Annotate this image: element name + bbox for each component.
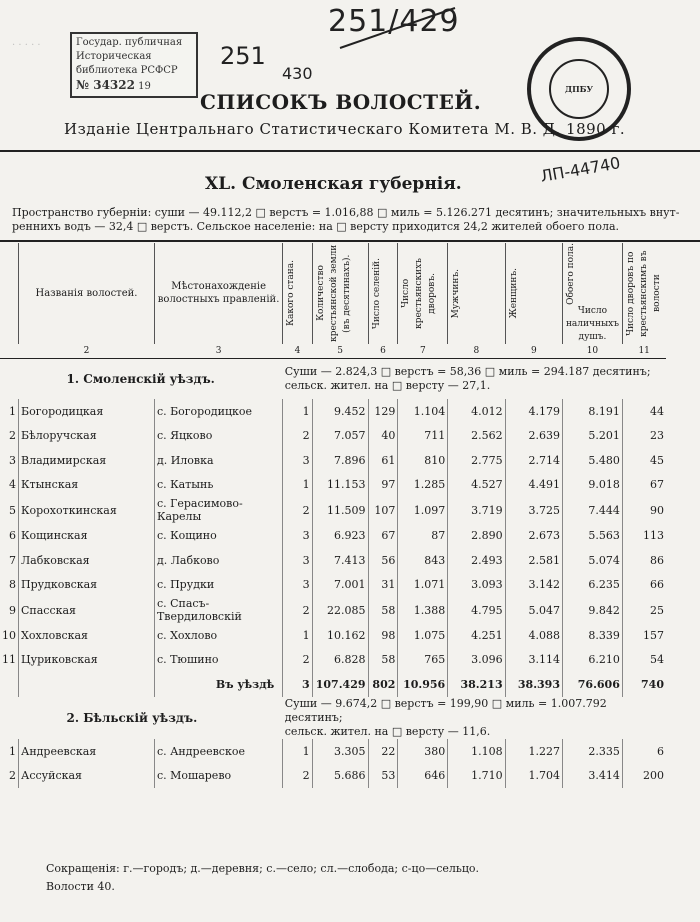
land-value: 11.509 (312, 497, 368, 523)
women-value: 1.227 (505, 739, 562, 764)
volost-name: Хохловская (19, 623, 155, 648)
women-value: 4.088 (505, 623, 562, 648)
per-household-value: 200 (622, 763, 666, 788)
land-value: 22.085 (312, 597, 368, 623)
villages-value: 58 (368, 648, 398, 673)
villages-value: 61 (368, 448, 398, 473)
men-value: 4.012 (448, 399, 505, 424)
men-value: 1.108 (448, 739, 505, 764)
volost-table (0, 243, 666, 788)
row-number: 10 (2, 628, 16, 642)
volost-location: с. Яцково (154, 424, 282, 449)
col-number: 8 (448, 344, 505, 359)
both-value: 5.480 (563, 448, 623, 473)
divider (0, 150, 700, 152)
volost-location: с. Катынь (154, 473, 282, 498)
villages-value: 31 (368, 572, 398, 597)
volost-name: Кощинская (19, 523, 155, 548)
households-value: 1.285 (398, 473, 448, 498)
stamp-line-3: библиотека РСФСР (76, 65, 178, 76)
table-row (0, 424, 666, 449)
volost-name: Корохоткинская (19, 497, 155, 523)
stan-value: 1 (283, 473, 312, 498)
table-row (0, 648, 666, 673)
table-row (0, 523, 666, 548)
both-value: 3.414 (563, 763, 623, 788)
villages-value: 22 (368, 739, 398, 764)
volost-location: с. Андреевское (154, 739, 282, 764)
volost-location: с. Прудки (154, 572, 282, 597)
households-value: 646 (398, 763, 448, 788)
seal-center-text: ДПБУ (565, 84, 593, 94)
volost-location: с. Спасъ-Твердиловскій (154, 597, 282, 623)
per-household-value: 66 (622, 572, 666, 597)
col-men: Мужчинъ. (451, 268, 462, 319)
men-value: 3.096 (448, 648, 505, 673)
villages-value: 40 (368, 424, 398, 449)
women-value: 1.704 (505, 763, 562, 788)
stan-value: 2 (283, 597, 312, 623)
row-number: 8 (9, 578, 16, 592)
col-number: 9 (505, 344, 562, 359)
col-number: 4 (283, 344, 312, 359)
bleed-through-text: · · · · · (12, 40, 41, 51)
land-value: 6.923 (312, 523, 368, 548)
villages-value: 53 (368, 763, 398, 788)
households-value: 1.388 (398, 597, 448, 623)
table-row (0, 473, 666, 498)
row-number: 3 (9, 453, 16, 467)
row-number: 2 (9, 769, 16, 783)
uezd-title: 1. Смоленскій уѣздъ. (66, 371, 215, 386)
women-value: 5.047 (505, 597, 562, 623)
stan-value: 1 (283, 623, 312, 648)
divider (0, 240, 700, 242)
col-per-household: Число дворовъ по крестьянскимъ въ волости (625, 250, 662, 337)
land-value: 7.057 (312, 424, 368, 449)
col-villages: Число селеній. (371, 257, 382, 330)
per-household-value: 90 (622, 497, 666, 523)
volost-name: Ктынская (19, 473, 155, 498)
per-household-value: 45 (622, 448, 666, 473)
col-women: Женщинъ. (508, 268, 519, 319)
stan-value: 3 (283, 548, 312, 573)
women-value: 4.179 (505, 399, 562, 424)
men-value: 1.710 (448, 763, 505, 788)
men-value: 2.775 (448, 448, 505, 473)
col-both: Обоего пола. (566, 243, 576, 305)
women-value: 2.673 (505, 523, 562, 548)
land-value: 6.828 (312, 648, 368, 673)
men-value: 3.093 (448, 572, 505, 597)
volost-name: Андреевская (19, 739, 155, 764)
both-value: 9.018 (563, 473, 623, 498)
volosti-count: Волости 40. (46, 880, 115, 893)
women-value: 2.581 (505, 548, 562, 573)
col-name: Названія волостей. (19, 243, 155, 344)
both-value: 6.210 (563, 648, 623, 673)
men-value: 2.562 (448, 424, 505, 449)
handwritten-number-under: 430 (282, 64, 313, 83)
villages-value: 98 (368, 623, 398, 648)
households-value: 1.075 (398, 623, 448, 648)
per-household-value: 25 (622, 597, 666, 623)
total-row (0, 672, 666, 697)
table-row (0, 763, 666, 788)
col-location: Мѣстонахожденіе волостныхъ правленій. (154, 243, 282, 344)
both-value: 7.444 (563, 497, 623, 523)
men-value: 4.527 (448, 473, 505, 498)
abbreviations-note: Сокращенія: г.—городъ; д.—деревня; с.—село; сл.—слобода; с-цо—сельцо. (46, 862, 480, 875)
seal-center (549, 59, 609, 119)
col-number: 2 (19, 344, 155, 359)
table-row (0, 548, 666, 573)
total-per-household: 740 (622, 672, 666, 697)
col-number: 11 (622, 344, 666, 359)
volost-location: с. Тюшино (154, 648, 282, 673)
stamp-line-1: Государ. публичная (76, 37, 183, 48)
per-household-value: 23 (622, 424, 666, 449)
row-number: 4 (9, 478, 16, 492)
women-value: 3.725 (505, 497, 562, 523)
villages-value: 56 (368, 548, 398, 573)
uezd-title: 2. Бѣльскій уѣздъ. (66, 710, 198, 725)
volost-location: с. Богородицкое (154, 399, 282, 424)
stan-value: 2 (283, 497, 312, 523)
households-value: 843 (398, 548, 448, 573)
table-row (0, 739, 666, 764)
both-value: 8.339 (563, 623, 623, 648)
villages-value: 107 (368, 497, 398, 523)
row-number: 11 (2, 653, 16, 667)
col-number: 10 (563, 344, 623, 359)
land-value: 3.305 (312, 739, 368, 764)
per-household-value: 157 (622, 623, 666, 648)
villages-value: 67 (368, 523, 398, 548)
uezd-header-row (0, 697, 666, 739)
per-household-value: 86 (622, 548, 666, 573)
households-value: 810 (398, 448, 448, 473)
uezd-2-rows (0, 739, 666, 788)
col-souls-group: Число наличныхъ душъ. (565, 305, 619, 342)
total-label: Въ уѣздѣ (154, 672, 282, 697)
total-women: 38.393 (505, 672, 562, 697)
total-households: 10.956 (398, 672, 448, 697)
col-number: 3 (154, 344, 282, 359)
col-households: Число крестьянскихъ дворовъ. (401, 258, 438, 329)
row-number: 6 (9, 529, 16, 543)
table-row (0, 572, 666, 597)
per-household-value: 6 (622, 739, 666, 764)
volost-location: д. Лабково (154, 548, 282, 573)
land-value: 5.686 (312, 763, 368, 788)
row-number: 5 (9, 503, 16, 517)
row-number: 1 (9, 404, 16, 418)
per-household-value: 54 (622, 648, 666, 673)
men-value: 3.719 (448, 497, 505, 523)
col-number: 7 (398, 344, 448, 359)
land-value: 7.001 (312, 572, 368, 597)
both-value: 2.335 (563, 739, 623, 764)
stamp-line-2: Историческая (76, 51, 152, 62)
stan-value: 1 (283, 739, 312, 764)
uezd-header-row (0, 358, 666, 399)
both-value: 8.191 (563, 399, 623, 424)
volost-location: с. Кощино (154, 523, 282, 548)
volost-name: Лабковская (19, 548, 155, 573)
col-stan: Какого стана. (286, 260, 297, 327)
library-stamp (70, 32, 198, 98)
stan-value: 3 (283, 572, 312, 597)
households-value: 765 (398, 648, 448, 673)
row-number: 9 (9, 603, 16, 617)
total-villages: 802 (368, 672, 398, 697)
stan-value: 3 (283, 448, 312, 473)
men-value: 2.890 (448, 523, 505, 548)
households-value: 1.071 (398, 572, 448, 597)
gubernia-title: XL. Смоленская губернія. (205, 174, 462, 194)
households-value: 87 (398, 523, 448, 548)
handwritten-number-mid: 251 (220, 42, 266, 70)
both-value: 5.074 (563, 548, 623, 573)
stamp-suffix: 19 (138, 81, 151, 92)
volost-location: д. Иловка (154, 448, 282, 473)
volost-name: Богородицкая (19, 399, 155, 424)
per-household-value: 44 (622, 399, 666, 424)
women-value: 4.491 (505, 473, 562, 498)
both-value: 6.235 (563, 572, 623, 597)
total-men: 38.213 (448, 672, 505, 697)
total-stan: 3 (283, 672, 312, 697)
gubernia-line-1: Пространство губерніи: суши — 49.112,2 □ верстъ = 1.016,88 □ миль = 5.126.271 десятинъ; значительныхъ внут- (12, 206, 680, 219)
households-value: 1.097 (398, 497, 448, 523)
stan-value: 2 (283, 648, 312, 673)
column-number-row (0, 344, 666, 359)
villages-value: 97 (368, 473, 398, 498)
land-value: 7.413 (312, 548, 368, 573)
women-value: 2.639 (505, 424, 562, 449)
volost-location: с. Хохлово (154, 623, 282, 648)
households-value: 711 (398, 424, 448, 449)
col-land: Количество крестьянской земли (въ десятинахъ). (315, 244, 352, 343)
uezd-info-1: Суши — 2.824,3 □ верстъ = 58,36 □ миль = 294.187 десятинъ; (284, 364, 651, 378)
volost-location: с. Герасимово-Карелы (154, 497, 282, 523)
page-title: СПИСОКЪ ВОЛОСТЕЙ. (200, 90, 482, 114)
both-value: 5.563 (563, 523, 623, 548)
col-number: 6 (368, 344, 398, 359)
volost-name: Прудковская (19, 572, 155, 597)
table-row (0, 623, 666, 648)
volost-name: Спасская (19, 597, 155, 623)
volost-name: Владимирская (19, 448, 155, 473)
table-row (0, 597, 666, 623)
row-number: 1 (9, 744, 16, 758)
land-value: 10.162 (312, 623, 368, 648)
table-row (0, 448, 666, 473)
stan-value: 2 (283, 424, 312, 449)
edition-line: Изданіе Центральнаго Статистическаго Комитета М. В. Д. 1890 г. (64, 120, 626, 138)
col-number: 5 (312, 344, 368, 359)
handwritten-catalog-number: ЛП-44740 (538, 153, 622, 186)
households-value: 1.104 (398, 399, 448, 424)
households-value: 380 (398, 739, 448, 764)
row-number: 2 (9, 429, 16, 443)
land-value: 9.452 (312, 399, 368, 424)
villages-value: 58 (368, 597, 398, 623)
uezd-info-1: Суши — 9.674,2 □ верстъ = 199,90 □ миль = 1.007.792 десятинъ; (284, 696, 607, 724)
per-household-value: 113 (622, 523, 666, 548)
uezd-1-rows (0, 399, 666, 672)
handwritten-number-top: 251/429 (328, 4, 460, 39)
both-value: 9.842 (563, 597, 623, 623)
table-row (0, 399, 666, 424)
total-both: 76.606 (563, 672, 623, 697)
women-value: 3.114 (505, 648, 562, 673)
stamp-number: № 34322 (76, 78, 135, 92)
column-header-row (0, 243, 666, 344)
land-value: 7.896 (312, 448, 368, 473)
row-number: 7 (9, 553, 16, 567)
table-row (0, 497, 666, 523)
villages-value: 129 (368, 399, 398, 424)
stan-value: 2 (283, 763, 312, 788)
volost-name: Бѣлоручская (19, 424, 155, 449)
land-value: 11.153 (312, 473, 368, 498)
per-household-value: 67 (622, 473, 666, 498)
women-value: 2.714 (505, 448, 562, 473)
volost-name: Цуриковская (19, 648, 155, 673)
gubernia-line-2: реннихъ водъ — 32,4 □ верстъ. Сельское населеніе: на □ версту приходится 24,2 жителей обоего пола. (12, 220, 620, 233)
men-value: 4.251 (448, 623, 505, 648)
women-value: 3.142 (505, 572, 562, 597)
volost-name: Ассуйская (19, 763, 155, 788)
stan-value: 1 (283, 399, 312, 424)
uezd-info-2: сельск. жител. на □ версту — 11,6. (284, 724, 491, 738)
men-value: 4.795 (448, 597, 505, 623)
stan-value: 3 (283, 523, 312, 548)
total-land: 107.429 (312, 672, 368, 697)
volost-location: с. Мошарево (154, 763, 282, 788)
uezd-info-2: сельск. жител. на □ версту — 27,1. (284, 378, 491, 392)
crossout-stroke (330, 4, 460, 52)
men-value: 2.493 (448, 548, 505, 573)
both-value: 5.201 (563, 424, 623, 449)
